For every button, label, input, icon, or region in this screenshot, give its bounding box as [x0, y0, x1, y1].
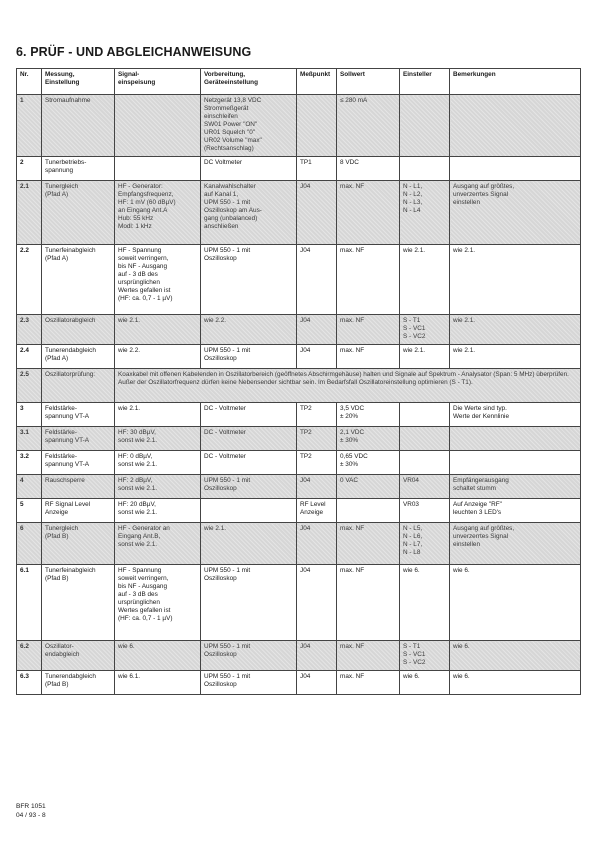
- page-title: 6. PRÜF - UND ABGLEICHANWEISUNG: [16, 45, 252, 59]
- cell-preparation: UPM 550 - 1 mit Oszilloskop: [201, 565, 297, 641]
- cell-measuring-point: J04: [297, 641, 337, 671]
- cell-signal-feed: HF: 2 dBµV, sonst wie 2.1.: [115, 475, 201, 499]
- cell-target-value: ≤ 280 mA: [337, 95, 400, 157]
- row-number: 2.1: [17, 181, 42, 245]
- row-number: 6.1: [17, 565, 42, 641]
- cell-remarks: Ausgang auf größtes, unverzerrtes Signal einstellen: [450, 523, 581, 565]
- column-header-nr: Nr.: [17, 69, 42, 95]
- cell-adjuster: S - T1 S - VC1 S - VC2: [400, 641, 450, 671]
- column-header-bemerkungen: Bemerkungen: [450, 69, 581, 95]
- table-row: [17, 475, 581, 499]
- cell-signal-feed: wie 2.1.: [115, 403, 201, 427]
- cell-measuring-point: TP2: [297, 427, 337, 451]
- cell-adjuster: [400, 95, 450, 157]
- cell-measuring-point: J04: [297, 181, 337, 245]
- cell-signal-feed: [115, 157, 201, 181]
- cell-preparation: wie 2.1.: [201, 523, 297, 565]
- cell-remarks: [450, 95, 581, 157]
- cell-adjuster: N - L5, N - L6, N - L7, N - L8: [400, 523, 450, 565]
- row-number: 6: [17, 523, 42, 565]
- cell-preparation: DC - Voltmeter: [201, 451, 297, 475]
- cell-target-value: max. NF: [337, 671, 400, 695]
- cell-target-value: [337, 499, 400, 523]
- cell-target-value: max. NF: [337, 345, 400, 369]
- cell-adjuster: N - L1, N - L2, N - L3, N - L4: [400, 181, 450, 245]
- cell-adjuster: S - T1 S - VC1 S - VC2: [400, 315, 450, 345]
- cell-adjuster: wie 6.: [400, 565, 450, 641]
- cell-remarks: wie 2.1.: [450, 315, 581, 345]
- cell-remarks: Auf Anzeige "RF" leuchten 3 LED's: [450, 499, 581, 523]
- cell-preparation: DC - Voltmeter: [201, 427, 297, 451]
- cell-remarks: Die Werte sind typ. Werte der Kennlinie: [450, 403, 581, 427]
- cell-adjuster: [400, 403, 450, 427]
- cell-preparation: Kanalwahlschalter auf Kanal 1, UPM 550 - 1 mit Oszilloskop am Aus- gang (unbalanced) anschließen: [201, 181, 297, 245]
- cell-measurement: Tunerfeinabgleich (Pfad B): [42, 565, 115, 641]
- row-number: 2.4: [17, 345, 42, 369]
- cell-measurement: Tunerfeinabgleich (Pfad A): [42, 245, 115, 315]
- cell-adjuster: VR04: [400, 475, 450, 499]
- cell-measuring-point: TP1: [297, 157, 337, 181]
- cell-measuring-point: TP2: [297, 403, 337, 427]
- cell-target-value: 0 VAC: [337, 475, 400, 499]
- table-row: [17, 403, 581, 427]
- cell-preparation: wie 2.2.: [201, 315, 297, 345]
- cell-preparation: [201, 499, 297, 523]
- footer: [16, 802, 46, 820]
- table-row: [17, 671, 581, 695]
- cell-remarks: wie 2.1.: [450, 245, 581, 315]
- cell-signal-feed: HF - Generator: Empfangsfrequenz, HF: 1 mV (60 dBµV) an Eingang Ant.A Hub: 55 kHz Modl: 1 kHz: [115, 181, 201, 245]
- footer-page-code: 04 / 93 - 8: [16, 812, 46, 819]
- cell-remarks: Ausgang auf größtes, unverzerrtes Signal einstellen: [450, 181, 581, 245]
- cell-measurement: Oszillator- endabgleich: [42, 641, 115, 671]
- cell-target-value: max. NF: [337, 641, 400, 671]
- cell-signal-feed: HF - Spannung soweit verringern, bis NF - Ausgang auf - 3 dB des ursprünglichen Wertes gefallen ist (HF: ca. 0,7 - 1 µV): [115, 245, 201, 315]
- cell-signal-feed: HF: 20 dBµV, sonst wie 2.1.: [115, 499, 201, 523]
- cell-signal-feed: wie 2.2.: [115, 345, 201, 369]
- cell-signal-feed: wie 6.1.: [115, 671, 201, 695]
- cell-measuring-point: [297, 95, 337, 157]
- cell-target-value: max. NF: [337, 523, 400, 565]
- cell-measurement: Stromaufnahme: [42, 95, 115, 157]
- cell-remarks: [450, 157, 581, 181]
- column-header-messpunkt: Meßpunkt: [297, 69, 337, 95]
- row-number: 3.2: [17, 451, 42, 475]
- table-row: [17, 451, 581, 475]
- cell-target-value: max. NF: [337, 565, 400, 641]
- table-row: [17, 181, 581, 245]
- cell-target-value: max. NF: [337, 181, 400, 245]
- table-row: [17, 245, 581, 315]
- cell-adjuster: VR03: [400, 499, 450, 523]
- table-row: [17, 315, 581, 345]
- cell-adjuster: [400, 451, 450, 475]
- cell-measuring-point: J04: [297, 245, 337, 315]
- row-number: 3: [17, 403, 42, 427]
- cell-adjuster: wie 2.1.: [400, 245, 450, 315]
- cell-measuring-point: J04: [297, 523, 337, 565]
- cell-remarks: [450, 451, 581, 475]
- cell-signal-feed: HF: 0 dBµV, sonst wie 2.1.: [115, 451, 201, 475]
- cell-measuring-point: RF Level Anzeige: [297, 499, 337, 523]
- column-header-signaleinspeisung: Signal- einspeisung: [115, 69, 201, 95]
- cell-measurement: Tunergleich (Pfad B): [42, 523, 115, 565]
- row-number: 4: [17, 475, 42, 499]
- cell-measurement: Tunerbetriebs- spannung: [42, 157, 115, 181]
- cell-target-value: 3,5 VDC ± 20%: [337, 403, 400, 427]
- cell-preparation: UPM 550 - 1 mit Oszilloskop: [201, 245, 297, 315]
- row-number: 2: [17, 157, 42, 181]
- row-number: 2.2: [17, 245, 42, 315]
- cell-measurement: Tunergleich (Pfad A): [42, 181, 115, 245]
- cell-preparation: UPM 550 - 1 mit Oszilloskop: [201, 475, 297, 499]
- cell-adjuster: [400, 157, 450, 181]
- cell-signal-feed: HF: 30 dBµV, sonst wie 2.1.: [115, 427, 201, 451]
- cell-measurement: Feldstärke- spannung VT-A: [42, 427, 115, 451]
- row-number: 2.5: [17, 369, 42, 403]
- table-row: [17, 157, 581, 181]
- cell-spanning-instruction: Koaxkabel mit offenen Kabelenden in Oszillatorbereich (geöffnetes Abschirmgehäuse) halten und Signale auf Spektrum - Analysator (Span: 5 MHz) überprüfen. Außer der Oszillatorfrequenz dürfen keine Nebensender sichtbar sein. Im Bedarfsfall Oszillatoreinstellung optimieren (S - T1).: [115, 369, 581, 403]
- cell-signal-feed: wie 6.: [115, 641, 201, 671]
- cell-measuring-point: J04: [297, 315, 337, 345]
- cell-measuring-point: TP2: [297, 451, 337, 475]
- footer-model: BFR 1051: [16, 803, 46, 810]
- cell-remarks: wie 6.: [450, 641, 581, 671]
- cell-measurement: RF Signal Level Anzeige: [42, 499, 115, 523]
- cell-remarks: Empfängerausgang schaltet stumm: [450, 475, 581, 499]
- cell-adjuster: [400, 427, 450, 451]
- test-procedure-table: [16, 68, 581, 695]
- cell-adjuster: wie 2.1.: [400, 345, 450, 369]
- cell-measuring-point: J04: [297, 475, 337, 499]
- column-header-vorbereitung: Vorbereitung, Geräteeinstellung: [201, 69, 297, 95]
- cell-signal-feed: [115, 95, 201, 157]
- cell-measurement: Feldstärke- spannung VT-A: [42, 451, 115, 475]
- table-header-row: [17, 69, 581, 95]
- cell-measurement: Oszillatorprüfung:: [42, 369, 115, 403]
- cell-measuring-point: J04: [297, 671, 337, 695]
- column-header-sollwert: Sollwert: [337, 69, 400, 95]
- cell-measuring-point: J04: [297, 345, 337, 369]
- cell-measurement: Tunerendabgleich (Pfad A): [42, 345, 115, 369]
- table-body: [17, 95, 581, 695]
- table-row: [17, 95, 581, 157]
- cell-signal-feed: HF - Generator an Eingang Ant.B, sonst wie 2.1.: [115, 523, 201, 565]
- table-row: [17, 499, 581, 523]
- cell-target-value: 8 VDC: [337, 157, 400, 181]
- cell-preparation: UPM 550 - 1 mit Oszilloskop: [201, 345, 297, 369]
- row-number: 2.3: [17, 315, 42, 345]
- cell-measurement: Oszillatorabgleich: [42, 315, 115, 345]
- cell-measurement: Feldstärke- spannung VT-A: [42, 403, 115, 427]
- cell-signal-feed: HF - Spannung soweit verringern, bis NF - Ausgang auf - 3 dB des ursprünglichen Wertes gefallen ist (HF: ca. 0,7 - 1 µV): [115, 565, 201, 641]
- cell-target-value: max. NF: [337, 315, 400, 345]
- row-number: 6.3: [17, 671, 42, 695]
- table-row: [17, 369, 581, 403]
- cell-preparation: DC - Voltmeter: [201, 403, 297, 427]
- column-header-messung: Messung, Einstellung: [42, 69, 115, 95]
- cell-remarks: wie 6.: [450, 671, 581, 695]
- cell-target-value: 2,1 VDC ± 30%: [337, 427, 400, 451]
- table-row: [17, 427, 581, 451]
- row-number: 1: [17, 95, 42, 157]
- table-row: [17, 345, 581, 369]
- cell-target-value: max. NF: [337, 245, 400, 315]
- cell-adjuster: wie 6.: [400, 671, 450, 695]
- row-number: 5: [17, 499, 42, 523]
- cell-measurement: Rauschsperre: [42, 475, 115, 499]
- table-row: [17, 641, 581, 671]
- column-header-einsteller: Einsteller: [400, 69, 450, 95]
- cell-target-value: 0,65 VDC ± 30%: [337, 451, 400, 475]
- row-number: 3.1: [17, 427, 42, 451]
- cell-measuring-point: J04: [297, 565, 337, 641]
- cell-preparation: DC Voltmeter: [201, 157, 297, 181]
- row-number: 6.2: [17, 641, 42, 671]
- cell-remarks: wie 2.1.: [450, 345, 581, 369]
- cell-remarks: [450, 427, 581, 451]
- cell-preparation: UPM 550 - 1 mit Oszilloskop: [201, 641, 297, 671]
- cell-measurement: Tunerendabgleich (Pfad B): [42, 671, 115, 695]
- cell-preparation: UPM 550 - 1 mit Oszilloskop: [201, 671, 297, 695]
- table-row: [17, 523, 581, 565]
- cell-signal-feed: wie 2.1.: [115, 315, 201, 345]
- cell-preparation: Netzgerät 13,8 VDC Strommeßgerät einschleifen SW01 Power "ON" UR01 Squelch "0" UR02 Volume "max" (Rechtsanschlag): [201, 95, 297, 157]
- cell-remarks: wie 6.: [450, 565, 581, 641]
- table-row: [17, 565, 581, 641]
